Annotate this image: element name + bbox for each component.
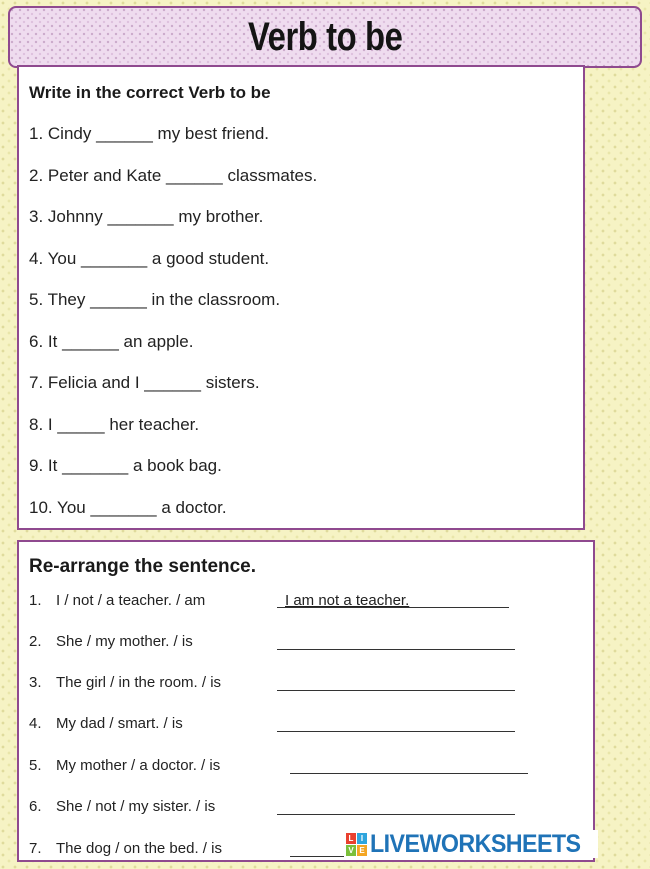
rearrange-number: 3. [29,674,42,691]
liveworksheets-logo [344,830,598,858]
rearrange-prompt: She / my mother. / is [56,633,193,650]
rearrange-number: 7. [29,840,42,857]
fill-in-question: 5. They ______ in the classroom. [29,290,281,309]
rearrange-number: 5. [29,757,42,774]
rearrange-number: 1. [29,592,42,609]
logo-mark-letter: E [357,845,367,856]
rearrange-section [17,540,595,862]
answer-line[interactable] [290,773,528,774]
fill-in-question: 6. It ______ an apple. [29,332,194,351]
worksheet-title: Verb to be [247,14,403,59]
rearrange-prompt: My mother / a doctor. / is [56,757,221,774]
fill-in-question: 4. You _______ a good student. [29,249,270,268]
fill-in-heading: Write in the correct Verb to be [29,83,271,102]
rearrange-prompt: The dog / on the bed. / is [56,840,222,857]
answer-line[interactable] [277,814,515,815]
rearrange-heading: Re-arrange the sentence. [29,556,257,577]
rearrange-prompt: My dad / smart. / is [56,715,183,732]
logo-mark-icon [346,833,367,856]
title-banner [8,6,642,68]
logo-mark-letter: V [346,845,356,856]
fill-in-question: 7. Felicia and I ______ sisters. [29,373,260,392]
fill-in-question: 9. It _______ a book bag. [29,456,222,475]
rearrange-number: 2. [29,633,42,650]
answer-line[interactable] [277,731,515,732]
rearrange-prompt: I / not / a teacher. / am [56,592,206,609]
fill-in-question: 1. Cindy ______ my best friend. [29,124,270,143]
answer-line[interactable] [277,690,515,691]
logo-mark-letter: I [357,833,367,844]
rearrange-prompt: She / not / my sister. / is [56,798,216,815]
logo-mark-letter: L [346,833,356,844]
fill-in-question: 8. I _____ her teacher. [29,415,200,434]
rearrange-number: 6. [29,798,42,815]
answer-line[interactable] [277,649,515,650]
answer-line[interactable] [290,856,350,857]
rearrange-answer-filled: I am not a teacher. [285,592,410,609]
logo-text: LIVEWORKSHEETS [370,829,581,858]
fill-in-question: 3. Johnny _______ my brother. [29,207,264,226]
fill-in-question: 10. You _______ a doctor. [29,498,227,517]
answer-line [277,607,509,608]
rearrange-prompt: The girl / in the room. / is [56,674,222,691]
fill-in-section [17,65,585,530]
rearrange-number: 4. [29,715,42,732]
fill-in-question: 2. Peter and Kate ______ classmates. [29,166,318,185]
